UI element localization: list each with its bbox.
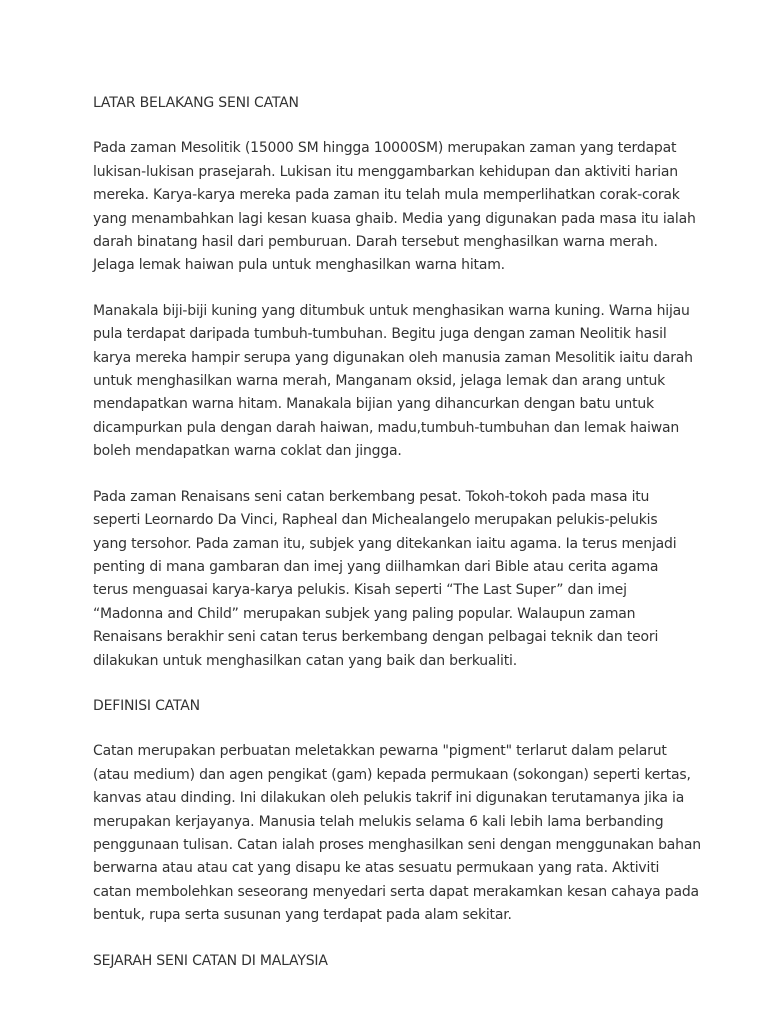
text-line: kanvas atau dinding. Ini dilakukan oleh pelukis takrif ini digunakan terutamanya jika ia [93,790,685,807]
text-line: lukisan-lukisan prasejarah. Lukisan itu menggambarkan kehidupan dan aktiviti harian [93,163,678,180]
text-line: dilakukan untuk menghasilkan catan yang baik dan berkualiti. [93,652,517,669]
text-line: Jelaga lemak haiwan pula untuk menghasilkan warna hitam. [93,257,505,274]
document-page [93,92,701,973]
text-line: karya mereka hampir serupa yang digunakan oleh manusia zaman Mesolitik iaitu darah [93,349,693,366]
text-line: Pada zaman Mesolitik (15000 SM hingga 10000SM) merupakan zaman yang terdapat [93,140,677,157]
text-line: yang menambahkan lagi kesan kuasa ghaib. Media yang digunakan pada masa itu ialah [93,210,696,227]
paragraph-definisi [93,740,701,927]
text-line: mereka. Karya-karya mereka pada zaman itu telah mula memperlihatkan corak-corak [93,187,680,204]
text-line: darah binatang hasil dari pemburuan. Darah tersebut menghasilkan warna merah. [93,234,658,251]
heading-latar-belakang: LATAR BELAKANG SENI CATAN [93,95,299,111]
text-line: mendapatkan warna hitam. Manakala bijian yang dihancurkan dengan batu untuk [93,396,654,413]
text-line: pula terdapat daripada tumbuh-tumbuhan. Begitu juga dengan zaman Neolitik hasil [93,326,667,343]
text-line: dicampurkan pula dengan darah haiwan, madu,tumbuh-tumbuhan dan lemak haiwan [93,419,680,436]
text-line: catan membolehkan seseorang menyedari serta dapat merakamkan kesan cahaya pada [93,883,699,900]
text-line: seperti Leornardo Da Vinci, Rapheal dan Michealangelo merupakan pelukis-pelukis [93,512,658,529]
text-line: merupakan kerjayanya. Manusia telah melukis selama 6 kali lebih lama berbanding [93,813,664,830]
text-line: Catan merupakan perbuatan meletakkan pewarna "pigment" terlarut dalam pelarut [93,743,667,760]
text-line: Manakala biji-biji kuning yang ditumbuk untuk menghasikan warna kuning. Warna hijau [93,302,690,319]
text-line: boleh mendapatkan warna coklat dan jingga. [93,443,402,460]
text-line: Renaisans berakhir seni catan terus berkembang dengan pelbagai teknik dan teori [93,629,659,646]
text-line: penggunaan tulisan. Catan ialah proses menghasilkan seni dengan menggunakan bahan [93,836,701,853]
text-line: “Madonna and Child” merupakan subjek yang paling popular. Walaupun zaman [93,605,636,622]
text-line: penting di mana gambaran dan imej yang diilhamkan dari Bible atau cerita agama [93,558,659,575]
text-line: bentuk, rupa serta susunan yang terdapat pada alam sekitar. [93,907,512,924]
paragraph-renaisans [93,486,693,673]
text-line: terus menguasai karya-karya pelukis. Kisah seperti “The Last Super” dan imej [93,582,627,599]
heading-sejarah-seni-catan: SEJARAH SENI CATAN DI MALAYSIA [93,952,328,969]
heading-definisi-catan: DEFINISI CATAN [93,697,200,714]
paragraph-mesolitik [93,137,696,277]
text-line: (atau medium) dan agen pengikat (gam) kepada permukaan (sokongan) seperti kertas, [93,766,691,783]
text-line: Pada zaman Renaisans seni catan berkembang pesat. Tokoh-tokoh pada masa itu [93,488,650,505]
text-line: untuk menghasilkan warna merah, Manganam oksid, jelaga lemak dan arang untuk [93,373,666,390]
paragraph-neolitik [93,300,693,464]
text-line: yang tersohor. Pada zaman itu, subjek yang ditekankan iaitu agama. Ia terus menjadi [93,535,677,552]
text-line: berwarna atau atau cat yang disapu ke atas sesuatu permukaan yang rata. Aktiviti [93,860,660,877]
